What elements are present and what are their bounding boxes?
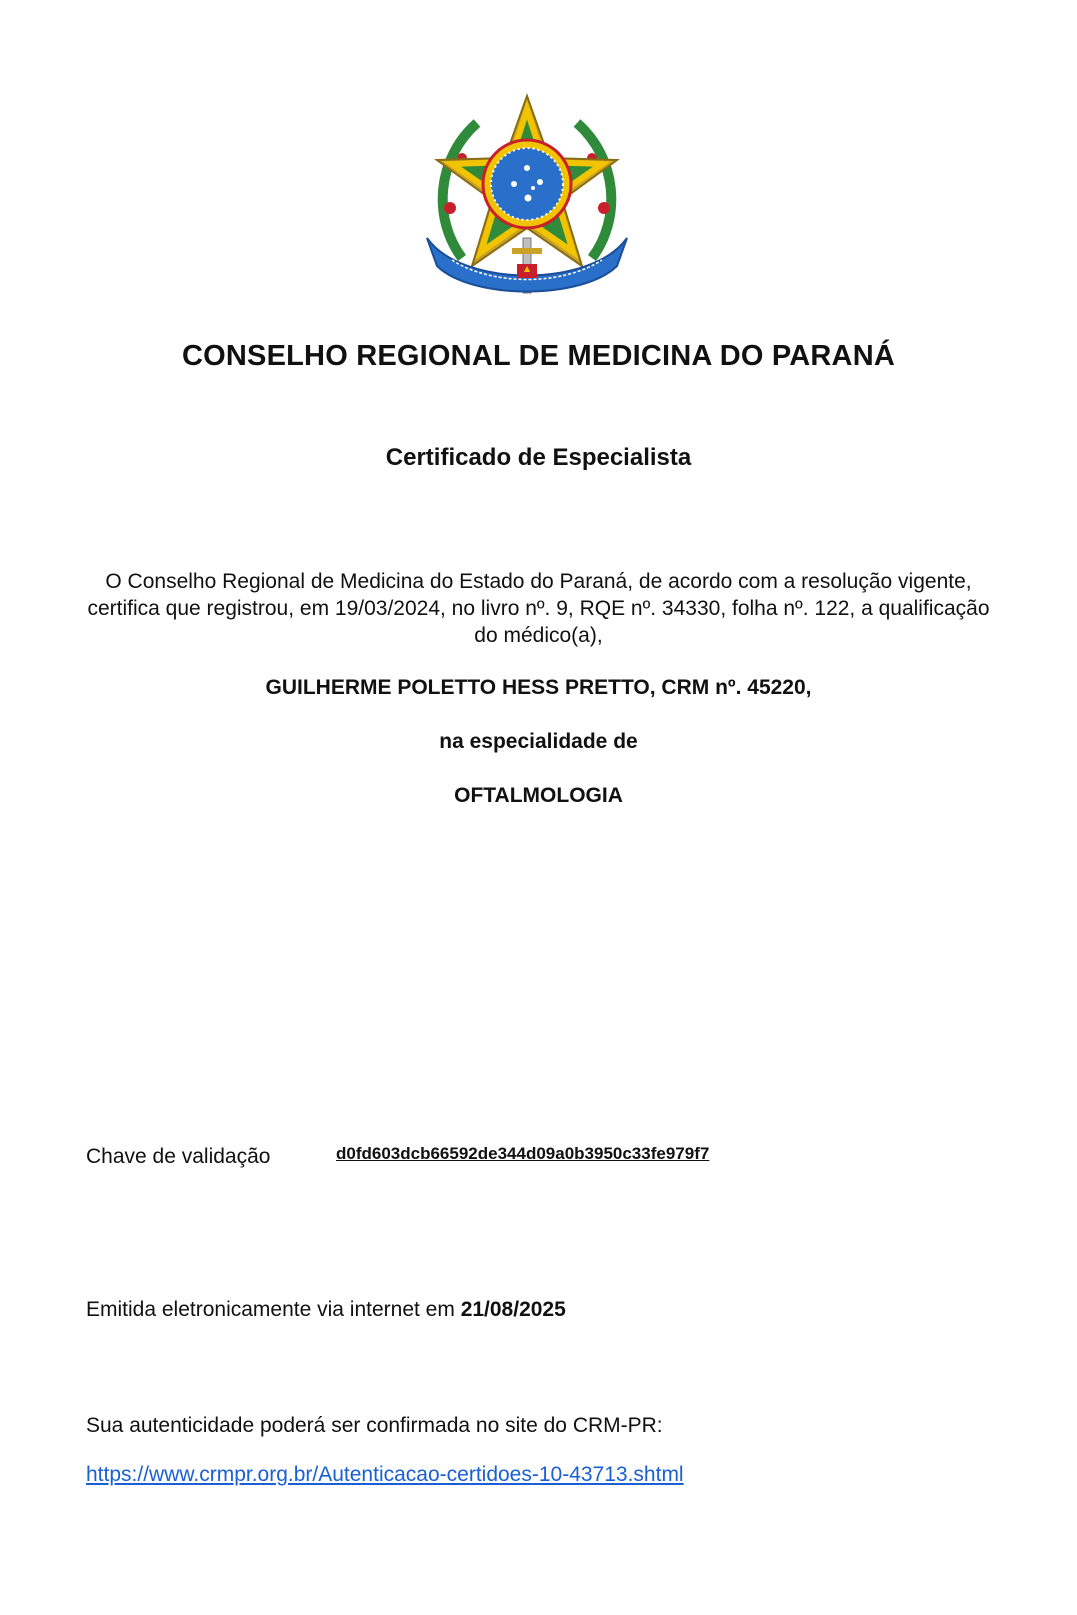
issued-date-line (86, 1298, 566, 1322)
document-title: Certificado de Especialista (385, 444, 692, 471)
issued-date: 21/08/2025 (460, 1298, 566, 1321)
organization-title: CONSELHO REGIONAL DE MEDICINA DO PARANÁ (182, 340, 895, 372)
doctor-name-crm: GUILHERME POLETTO HESS PRETTO, CRM nº. 45220, (265, 676, 812, 699)
authenticity-text: Sua autenticidade poderá ser confirmada no site do CRM-PR: (86, 1414, 663, 1437)
validation-key-label: Chave de validação (86, 1145, 271, 1168)
specialty-intro: na especialidade de (439, 730, 638, 753)
validation-key-value: d0fd603dcb66592de344d09a0b3950c33fe979f7 (336, 1144, 710, 1163)
certificate-body-text: O Conselho Regional de Medicina do Estado do Paraná, de acordo com a resolução vigente, certifica que registrou, em 19/03/2024, no livro nº. 9, RQE nº. 34330, folha nº. 122, a qualificação do médico(a), (87, 570, 990, 647)
specialty-name: OFTALMOLOGIA (454, 784, 623, 807)
issued-prefix: Emitida eletronicamente via internet em (86, 1298, 455, 1321)
authenticity-link[interactable]: https://www.crmpr.org.br/Autenticacao-certidoes-10-43713.shtml (86, 1463, 684, 1486)
coat-of-arms-emblem (422, 88, 632, 308)
